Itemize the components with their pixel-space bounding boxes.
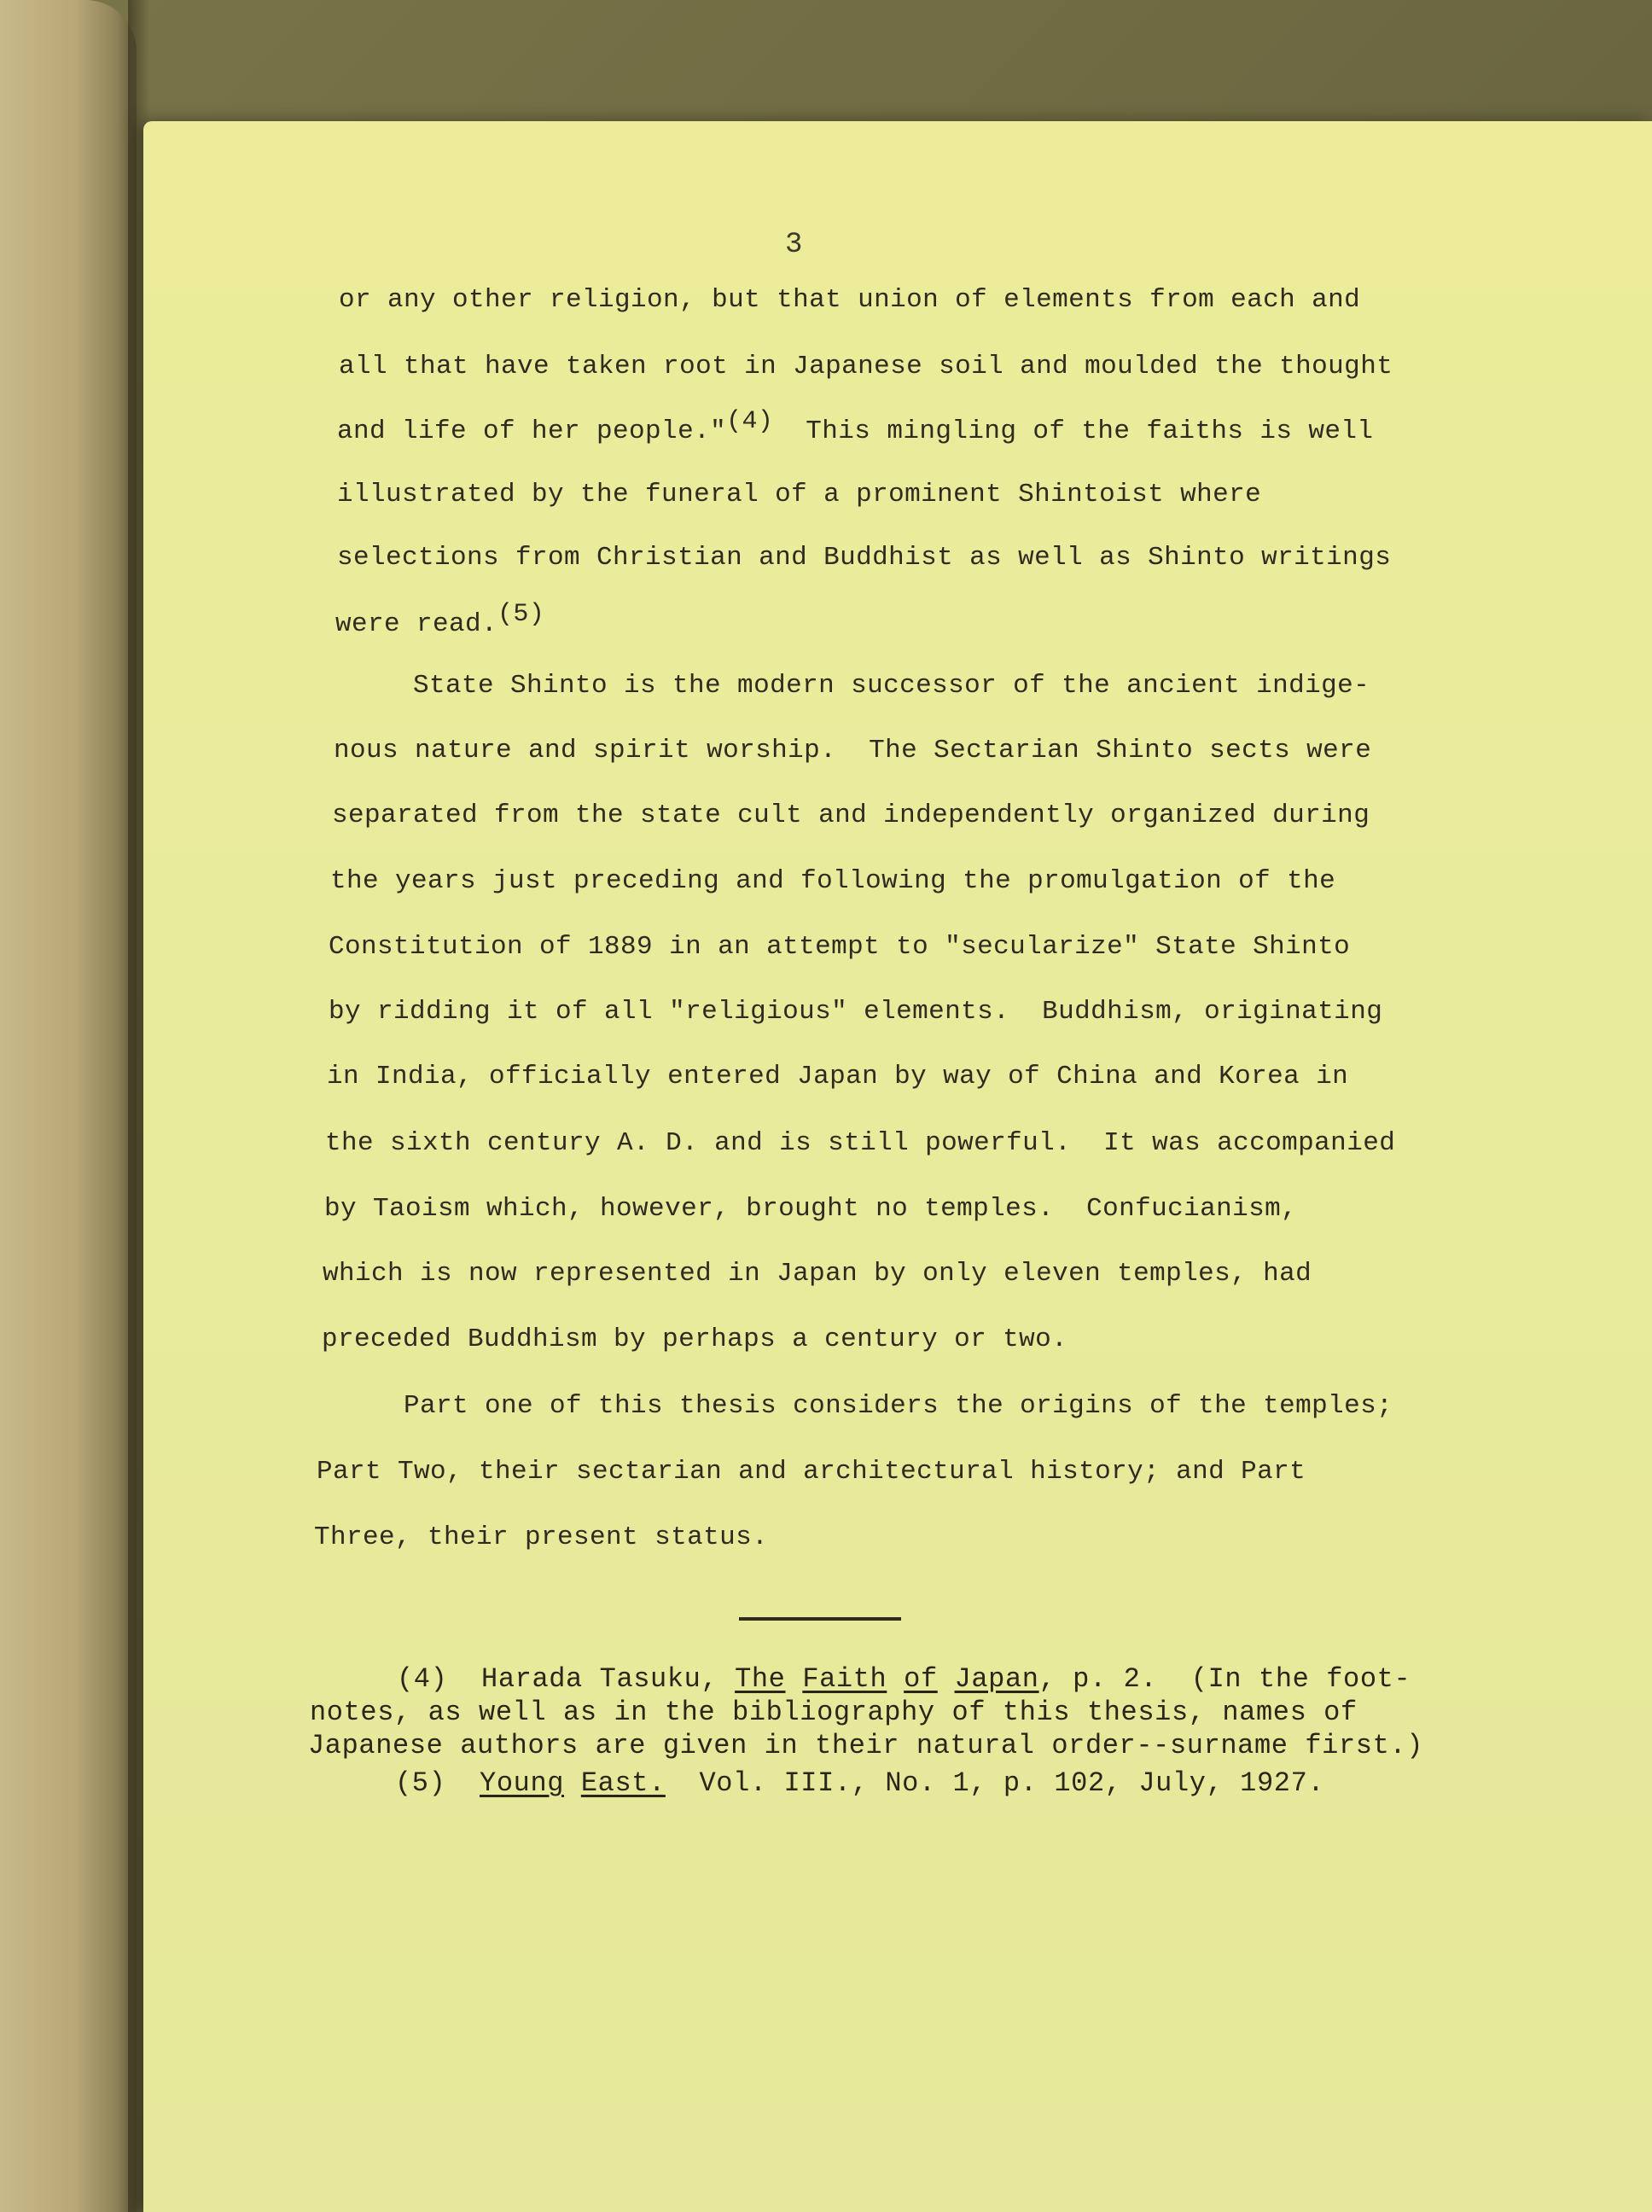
body-text: and life of her people." bbox=[337, 416, 727, 446]
page-number: 3 bbox=[785, 229, 803, 261]
body-line: the years just preceding and following the promulgation of the bbox=[330, 866, 1336, 896]
journal-title-word: Young bbox=[480, 1767, 565, 1799]
footnote-4-line: notes, as well as in the bibliography of this thesis, names of bbox=[310, 1697, 1358, 1728]
body-line: Part Two, their sectarian and architectural history; and Part bbox=[317, 1457, 1306, 1487]
footnote-marker: (5) bbox=[395, 1767, 446, 1799]
body-line: by Taoism which, however, brought no temples. Confucianism, bbox=[324, 1194, 1298, 1224]
body-line: in India, officially entered Japan by way of China and Korea in bbox=[327, 1062, 1349, 1091]
body-line bbox=[335, 600, 545, 640]
footnote-5-line bbox=[395, 1768, 1324, 1799]
body-line bbox=[337, 407, 1374, 447]
book-title-word: of bbox=[904, 1663, 938, 1695]
body-text: This mingling of the faiths is well bbox=[773, 416, 1374, 446]
footnote-ref-4: (4) bbox=[726, 407, 774, 436]
book-title-word: The bbox=[735, 1663, 786, 1695]
body-line: nous nature and spirit worship. The Sectarian Shinto sects were bbox=[334, 736, 1372, 765]
footnote-separator bbox=[739, 1617, 901, 1621]
body-line: by ridding it of all "religious" elements. Buddhism, originating bbox=[329, 997, 1383, 1027]
facing-book-page bbox=[0, 0, 137, 2212]
book-title-word: Japan bbox=[954, 1663, 1039, 1695]
footnote-ref-5: (5) bbox=[497, 600, 545, 629]
body-text: were read. bbox=[335, 609, 498, 639]
body-line: illustrated by the funeral of a prominent Shintoist where bbox=[337, 480, 1262, 509]
footnote-text: Harada Tasuku, bbox=[481, 1663, 736, 1695]
footnote-4-line bbox=[397, 1664, 1411, 1695]
footnote-4-line: Japanese authors are given in their natural order--surname first.) bbox=[308, 1730, 1424, 1761]
body-line: separated from the state cult and independently organized during bbox=[332, 800, 1370, 830]
body-line: which is now represented in Japan by only eleven temples, had bbox=[323, 1259, 1312, 1289]
body-line: preceded Buddhism by perhaps a century or two. bbox=[322, 1324, 1068, 1354]
body-line: the sixth century A. D. and is still powerful. It was accompanied bbox=[325, 1128, 1396, 1158]
footnote-marker: (4) bbox=[397, 1663, 448, 1695]
journal-title-word: East. bbox=[580, 1767, 666, 1799]
body-line: Constitution of 1889 in an attempt to "secularize" State Shinto bbox=[329, 932, 1351, 962]
footnote-text: , p. 2. (In the foot- bbox=[1038, 1663, 1411, 1695]
footnote-text: Vol. III., No. 1, p. 102, July, 1927. bbox=[665, 1767, 1325, 1799]
body-line: all that have taken root in Japanese soil and moulded the thought bbox=[339, 352, 1393, 381]
body-line: Three, their present status. bbox=[314, 1522, 769, 1552]
body-line: State Shinto is the modern successor of the ancient indige- bbox=[413, 671, 1370, 701]
book-title-word: Faith bbox=[802, 1663, 887, 1695]
body-line: Part one of this thesis considers the origins of the temples; bbox=[404, 1391, 1393, 1421]
body-line: or any other religion, but that union of elements from each and bbox=[339, 285, 1361, 315]
body-line: selections from Christian and Buddhist as well as Shinto writings bbox=[337, 543, 1392, 573]
